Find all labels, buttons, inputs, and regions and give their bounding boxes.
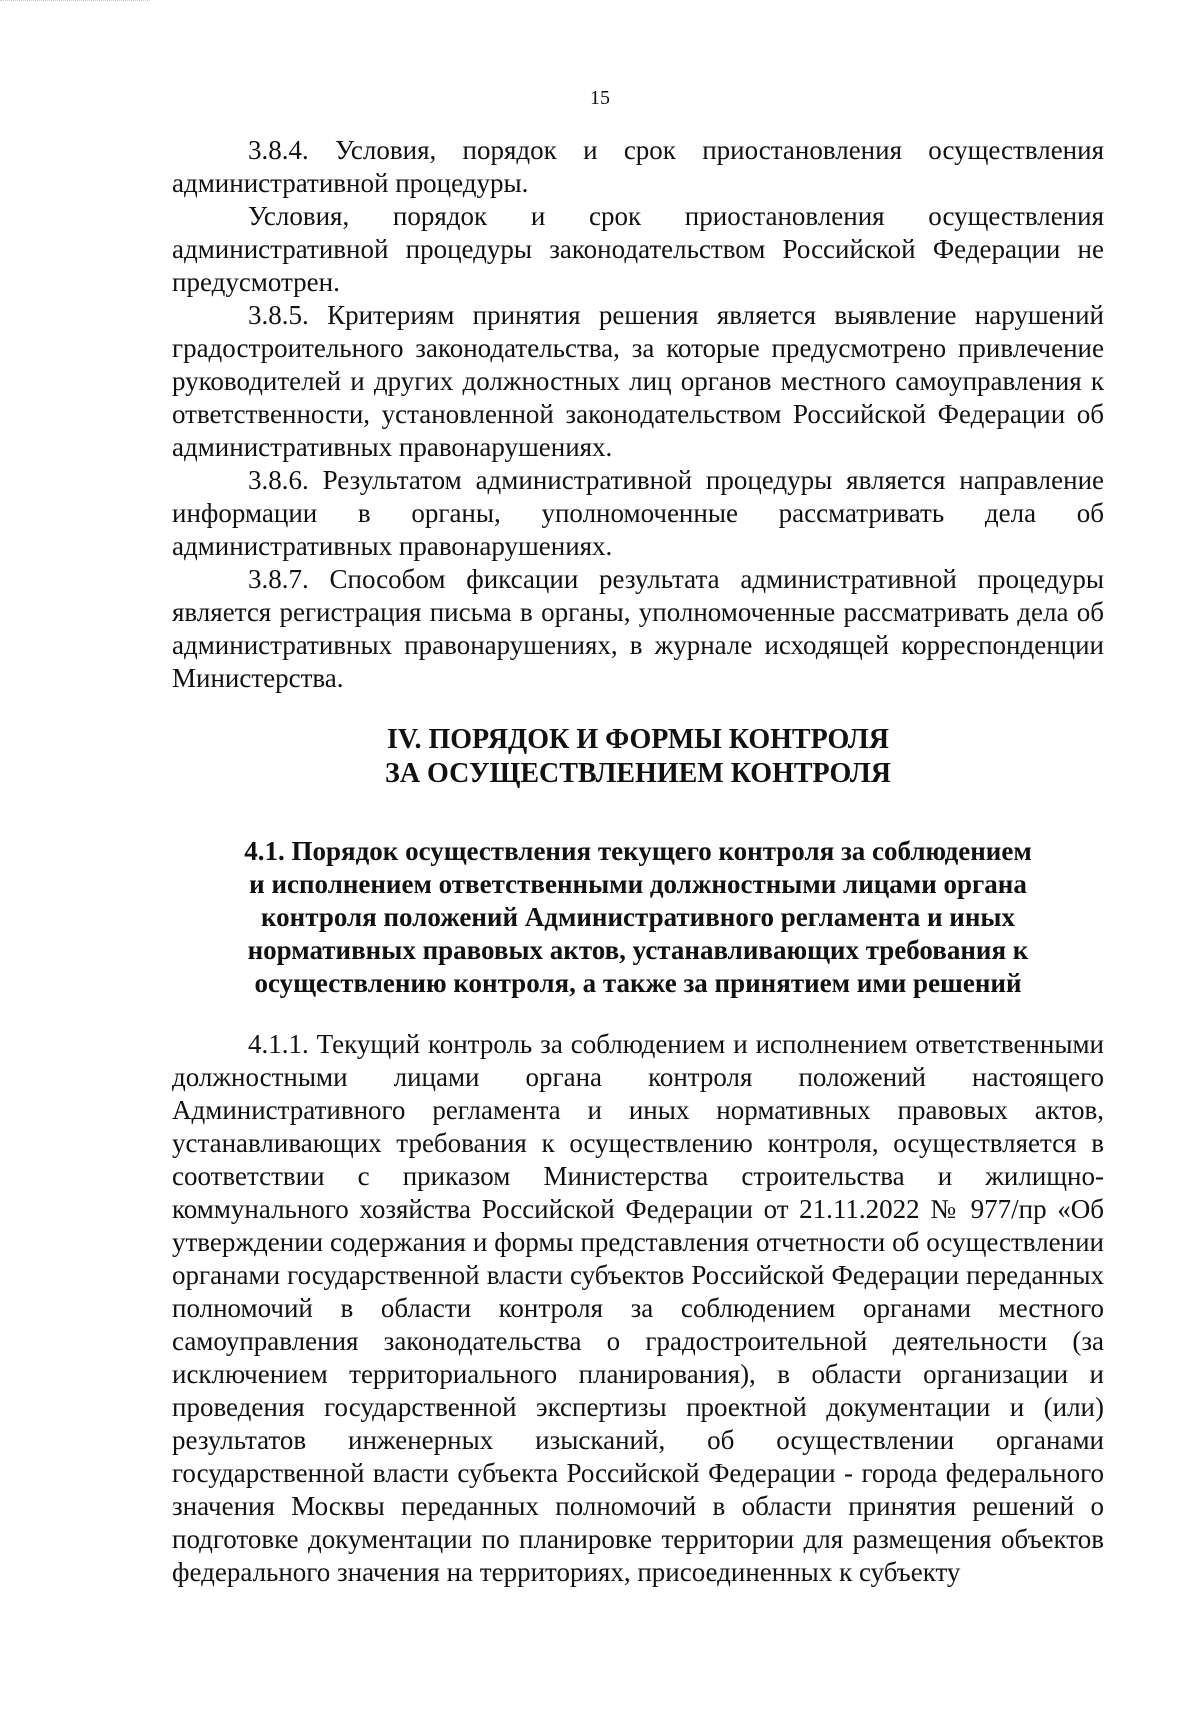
section-title xyxy=(172,723,1104,791)
paragraph-3-8-4: 3.8.4. Условия, порядок и срок приостановления осуществления административной процедуры. xyxy=(172,135,1104,198)
section-title-line: IV. ПОРЯДОК И ФОРМЫ КОНТРОЛЯ xyxy=(386,724,890,755)
subsection-title-line: 4.1. Порядок осуществления текущего контроля за соблюдением xyxy=(244,836,1032,866)
paragraph-3-8-7: 3.8.7. Способом фиксации результата административной процедуры является регистрация письма в органы, уполномоченные рассматривать дела об административных правонарушениях, в журнале исходящей корреспонденции Министерства. xyxy=(172,564,1104,693)
scan-edge-mark xyxy=(0,0,150,5)
subsection-title-line: нормативных правовых актов, устанавливающих требования к xyxy=(247,935,1029,965)
subsection-title-line: контроля положений Административного регламента и иных xyxy=(260,902,1016,932)
paragraph-4-1-1: 4.1.1. Текущий контроль за соблюдением и исполнением ответственными должностными лицами органа контроля положений настоящего Административного регламента и иных нормативных правовых актов, устанавливающих требования к осуществлению контроля, осуществляется в соответствии с приказом Министерства строительства и жилищно-коммунального хозяйства Российской Федерации от 21.11.2022 № 977/пр «Об утверждении содержания и формы представления отчетности об осуществлении органами государственной власти субъектов Российской Федерации переданных полномочий в области контроля за соблюдением органами местного самоуправления законодательства о градостроительной деятельности (за исключением территориального планирования), в области организации и проведения государственной экспертизы проектной документации и (или) результатов инженерных изысканий, об осуществлении органами государственной власти субъекта Российской Федерации - города федерального значения Москвы переданных полномочий в области принятия решений о подготовке документации по планировке территории для размещения объектов федерального значения на территориях, присоединенных к субъекту xyxy=(172,1029,1104,1587)
document-body xyxy=(172,134,1104,1589)
subsection-title-line: осуществлению контроля, а также за принятием ими решений xyxy=(254,968,1022,998)
page-number: 15 xyxy=(590,87,610,109)
subsection-title xyxy=(172,835,1104,1000)
paragraph-3-8-6: 3.8.6. Результатом административной процедуры является направление информации в органы, уполномоченные рассматривать дела об административных правонарушениях. xyxy=(172,465,1104,561)
subsection-title-line: и исполнением ответственными должностными лицами органа xyxy=(249,869,1027,899)
paragraph-3-8-4-text: Условия, порядок и срок приостановления осуществления административной процедуры законодательством Российской Федерации не предусмотрен. xyxy=(172,201,1104,297)
paragraph-3-8-5: 3.8.5. Критериям принятия решения является выявление нарушений градостроительного законодательства, за которые предусмотрено привлечение руководителей и других должностных лиц органов местного самоуправления к ответственности, установленной законодательством Российской Федерации об административных правонарушениях. xyxy=(172,300,1104,462)
section-title-line: ЗА ОСУЩЕСТВЛЕНИЕМ КОНТРОЛЯ xyxy=(385,758,891,789)
